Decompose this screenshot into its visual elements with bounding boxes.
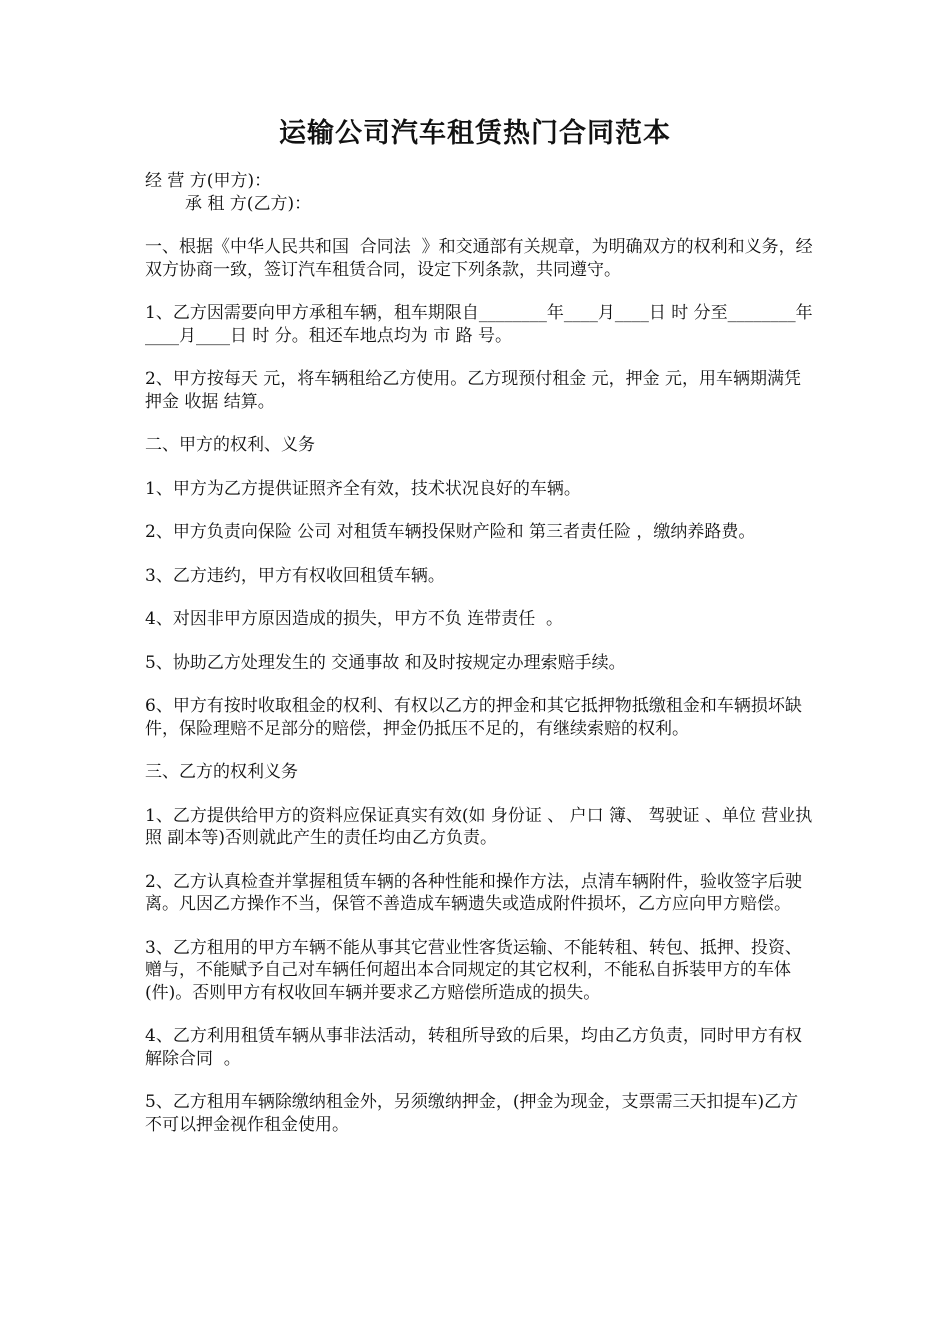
party-a-item-1: 1、甲方为乙方提供证照齐全有效，技术状况良好的车辆。: [145, 478, 581, 499]
party-a-item-3: 3、乙方违约，甲方有权收回租赁车辆。: [145, 565, 445, 586]
party-b-line: 承 租 方(乙方)：: [185, 193, 312, 214]
party-b-item-5: 5、乙方租用车辆除缴纳租金外，另须缴纳押金，(押金为现金，支票需三天扣提车)乙方不可以押金视作租金使用。: [145, 1092, 799, 1135]
party-b-item-1: 1、乙方提供给甲方的资料应保证真实有效(如 身份证 、 户口 簿、 驾驶证 、单位 营业执照 副本等)否则就此产生的责任均由乙方负责。: [145, 805, 813, 848]
party-a-item-4: 4、对因非甲方原因造成的损失，甲方不负 连带责任 。: [145, 609, 564, 629]
section-heading-party-b: 三、乙方的权利义务: [145, 762, 298, 782]
party-a-item-2: 2、甲方负责向保险 公司 对租赁车辆投保财产险和 第三者责任险 ，缴纳养路费。: [145, 522, 756, 542]
intro-paragraph: 一、根据《中华人民共和国 合同法 》和交通部有关规章，为明确双方的权利和义务，经双方协商一致，签订汽车租赁合同，设定下列条款，共同遵守。: [145, 237, 813, 280]
party-a-item-6: 6、甲方有按时收取租金的权利、有权以乙方的押金和其它抵押物抵缴租金和车辆损坏缺件，保险理赔不足部分的赔偿，押金仍抵压不足的，有继续索赔的权利。: [145, 696, 802, 739]
clause-1-rental-period: 1、乙方因需要向甲方承租车辆，租车期限自________年____月____日 时 分至________年____月____日 时 分。租还车地点均为 市 路 号。: [145, 303, 813, 346]
party-b-item-4: 4、乙方利用租赁车辆从事非法活动，转租所导致的后果，均由乙方负责，同时甲方有权 解除合同 。: [145, 1026, 808, 1069]
party-b-item-3: 3、乙方租用的甲方车辆不能从事其它营业性客货运输、不能转租、转包、抵押、投资、赠与，不能赋予自己对车辆任何超出本合同规定的其它权利，不能私自拆装甲方的车体(件)。否则甲方有权收回车辆并要求乙方赔偿所造成的损失。: [145, 937, 802, 1003]
clause-2-rent-deposit: 2、甲方按每天 元，将车辆租给乙方使用。乙方现预付租金 元，押金 元，用车辆期满凭押金 收据 结算。: [145, 369, 802, 412]
party-a-line: 经 营 方(甲方)：: [145, 171, 272, 191]
document-body: [145, 170, 815, 1157]
section-heading-party-a: 二、甲方的权利、义务: [145, 435, 315, 455]
party-b-item-2: 2、乙方认真检查并掌握租赁车辆的各种性能和操作方法，点清车辆附件，验收签字后驶离。凡因乙方操作不当，保管不善造成车辆遗失或造成附件损坏，乙方应向甲方赔偿。: [145, 871, 802, 914]
document-title: 运输公司汽车租赁热门合同范本: [279, 118, 671, 149]
party-a-item-5: 5、协助乙方处理发生的 交通事故 和及时按规定办理索赔手续。: [145, 652, 626, 673]
